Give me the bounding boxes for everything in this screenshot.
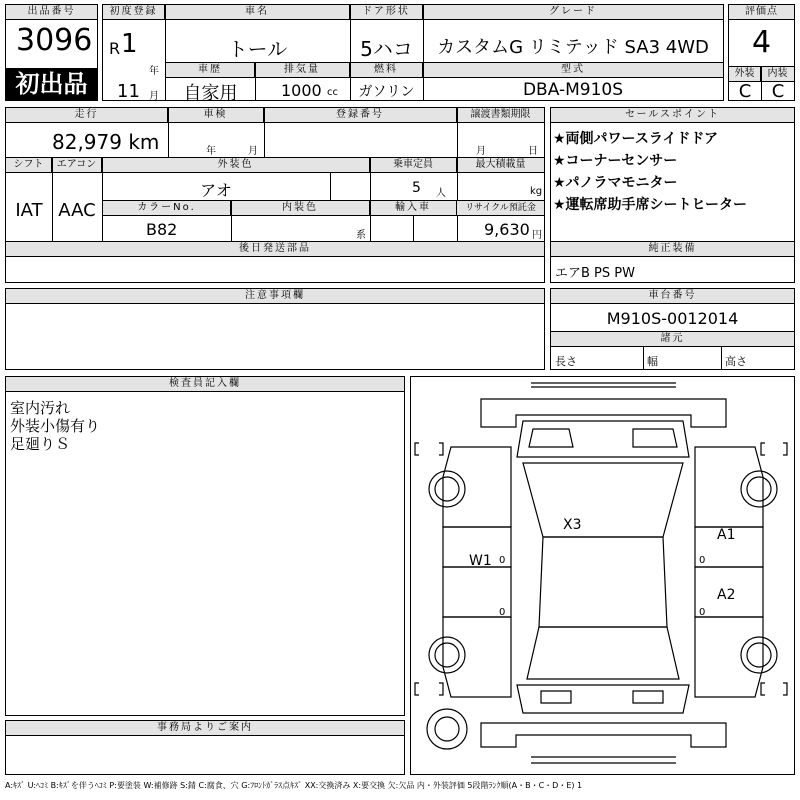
- score: 4: [751, 25, 772, 60]
- displacement-unit: cc: [327, 87, 338, 98]
- fuel: ガソリン: [358, 84, 415, 100]
- roof-outline: [539, 537, 667, 627]
- month-unit: 月: [149, 91, 159, 102]
- recycle-label: リサイクル預託金: [457, 201, 544, 216]
- year-unit: 年: [149, 66, 159, 77]
- capacity-label: 乗車定員: [370, 158, 457, 173]
- height-label: 高さ: [725, 355, 747, 368]
- model: DBA-M910S: [522, 80, 624, 100]
- max-load-unit: kg: [530, 186, 543, 197]
- score-label: 評価点: [729, 5, 794, 20]
- lot-label: 出品番号: [6, 5, 97, 20]
- door-label: ドア形状: [350, 5, 423, 20]
- aircon-label: エアコン: [52, 158, 102, 173]
- color-no-label: カラーNo.: [103, 201, 231, 216]
- transfer-label: 譲渡書類期限: [457, 108, 544, 123]
- mileage-label: 走行: [6, 108, 168, 123]
- inspector-line-2: 外装小傷有り: [10, 417, 101, 435]
- sales-point-1: ★両側パワースライドドア: [553, 131, 719, 147]
- inspector-line-3: 足廻りＳ: [10, 435, 71, 453]
- aircon: AAC: [58, 200, 96, 221]
- import-label: 輸入車: [370, 201, 457, 216]
- int-color-label: 内装色: [231, 201, 370, 216]
- int-color-unit: 系: [356, 230, 366, 241]
- lot-panel: [5, 4, 98, 101]
- sales-point-3: ★パノラマモニター: [553, 175, 678, 191]
- lot-number: 3096: [16, 23, 93, 58]
- first-reg-era: R: [109, 39, 121, 58]
- fuel-label: 燃料: [350, 63, 423, 78]
- reg-no-label: 登録番号: [264, 108, 457, 123]
- diagram-zero-4: 0: [699, 607, 706, 618]
- car-name: トール: [227, 37, 288, 61]
- sales-points-label: セールスポイント: [551, 108, 794, 123]
- damage-mark-w1: W1: [469, 553, 492, 569]
- capacity: 5: [412, 180, 421, 196]
- recycle-unit: 円: [532, 230, 542, 241]
- office-label: 事務局よりご案内: [6, 721, 404, 736]
- inspection-label: 車検: [168, 108, 264, 123]
- exterior-grade: C: [738, 81, 752, 102]
- spec-label: 諸元: [551, 332, 794, 347]
- vehicle-detail-table: [5, 107, 545, 283]
- displacement-label: 排気量: [255, 63, 350, 78]
- color-no: B82: [146, 220, 178, 239]
- windshield-outline: [523, 463, 683, 537]
- first-reg-year: 1: [121, 29, 138, 59]
- inspection-year-unit: 年: [206, 146, 216, 157]
- mileage: 82,979 km: [52, 130, 160, 154]
- diagram-zero-2: 0: [499, 607, 506, 618]
- chassis-panel: [550, 288, 795, 370]
- ext-color-label: 外装色: [102, 158, 370, 173]
- interior-grade: C: [771, 81, 785, 102]
- history-label: 車歴: [166, 63, 255, 78]
- ext-color: アオ: [200, 181, 232, 200]
- grade: カスタムG リミテッド SA3 4WD: [437, 37, 709, 58]
- score-panel: [728, 4, 795, 101]
- first-listing-badge: 初出品: [6, 68, 97, 100]
- shift: IAT: [15, 200, 43, 221]
- width-label: 幅: [647, 355, 658, 368]
- inspector-line-1: 室内汚れ: [10, 399, 71, 417]
- sales-point-4: ★運転席助手席シートヒーター: [553, 197, 747, 213]
- legend-text: A:ｷｽﾞ U:ﾍｺﾐ B:ｷｽﾞを伴うﾍｺﾐ P:要塗装 W:補修跡 S:錆 C:腐食、穴 G:ﾌﾛﾝﾄｶﾞﾗｽ点ｷｽﾞ XX:交換済み X:要交換 欠:欠品 内・外装評価 5段階ﾗﾝｸ順(A・B・C・D・E) 1: [5, 781, 583, 790]
- chassis-label: 車台番号: [551, 289, 794, 304]
- transfer-month-unit: 月: [476, 146, 486, 157]
- first-reg-label: 初度登録: [103, 5, 165, 20]
- grade-label: グレード: [423, 5, 723, 20]
- notes-label: 注意事項欄: [6, 289, 544, 304]
- front-bumper-outline: [481, 399, 726, 427]
- notes-panel: [5, 288, 545, 370]
- exterior-label: 外装: [729, 67, 761, 82]
- history: 自家用: [183, 83, 238, 104]
- inspection-month-unit: 月: [248, 146, 258, 157]
- diagram-zero-1: 0: [499, 555, 506, 566]
- max-load-label: 最大積載量: [457, 158, 544, 173]
- damage-mark-a2: A2: [717, 587, 736, 603]
- inspector-label: 検査員記入欄: [6, 377, 404, 392]
- equipment: エアB PS PW: [555, 266, 635, 281]
- vehicle-header-table: [102, 4, 724, 104]
- transfer-day-unit: 日: [528, 146, 538, 157]
- office-panel: [5, 720, 405, 775]
- equipment-label: 純正装備: [551, 242, 794, 257]
- inspector-panel: [5, 376, 405, 716]
- model-label: 型式: [423, 63, 723, 78]
- recycle-amount: 9,630: [484, 220, 530, 239]
- capacity-unit: 人: [436, 188, 446, 199]
- interior-label: 内装: [761, 67, 794, 82]
- diagram-zero-3: 0: [699, 555, 706, 566]
- chassis-number: M910S-0012014: [606, 309, 739, 328]
- car-name-label: 車名: [165, 5, 350, 20]
- left-side-outline: [443, 447, 511, 527]
- first-reg-month: 11: [117, 81, 140, 102]
- damage-mark-a1: A1: [717, 527, 736, 543]
- car-outline-diagram: [411, 377, 794, 774]
- damage-diagram-panel: [410, 376, 795, 775]
- displacement: 1000: [281, 81, 322, 100]
- later-parts-label: 後日発送部品: [6, 242, 544, 257]
- length-label: 長さ: [555, 355, 577, 368]
- damage-mark-x3: X3: [563, 517, 582, 533]
- sales-point-2: ★コーナーセンサー: [553, 153, 678, 169]
- hood-outline: [517, 421, 689, 457]
- door-type: 5ハコ: [360, 37, 413, 61]
- shift-label: シフト: [6, 158, 52, 173]
- right-side-outline: [695, 447, 763, 527]
- sales-points-panel: [550, 107, 795, 283]
